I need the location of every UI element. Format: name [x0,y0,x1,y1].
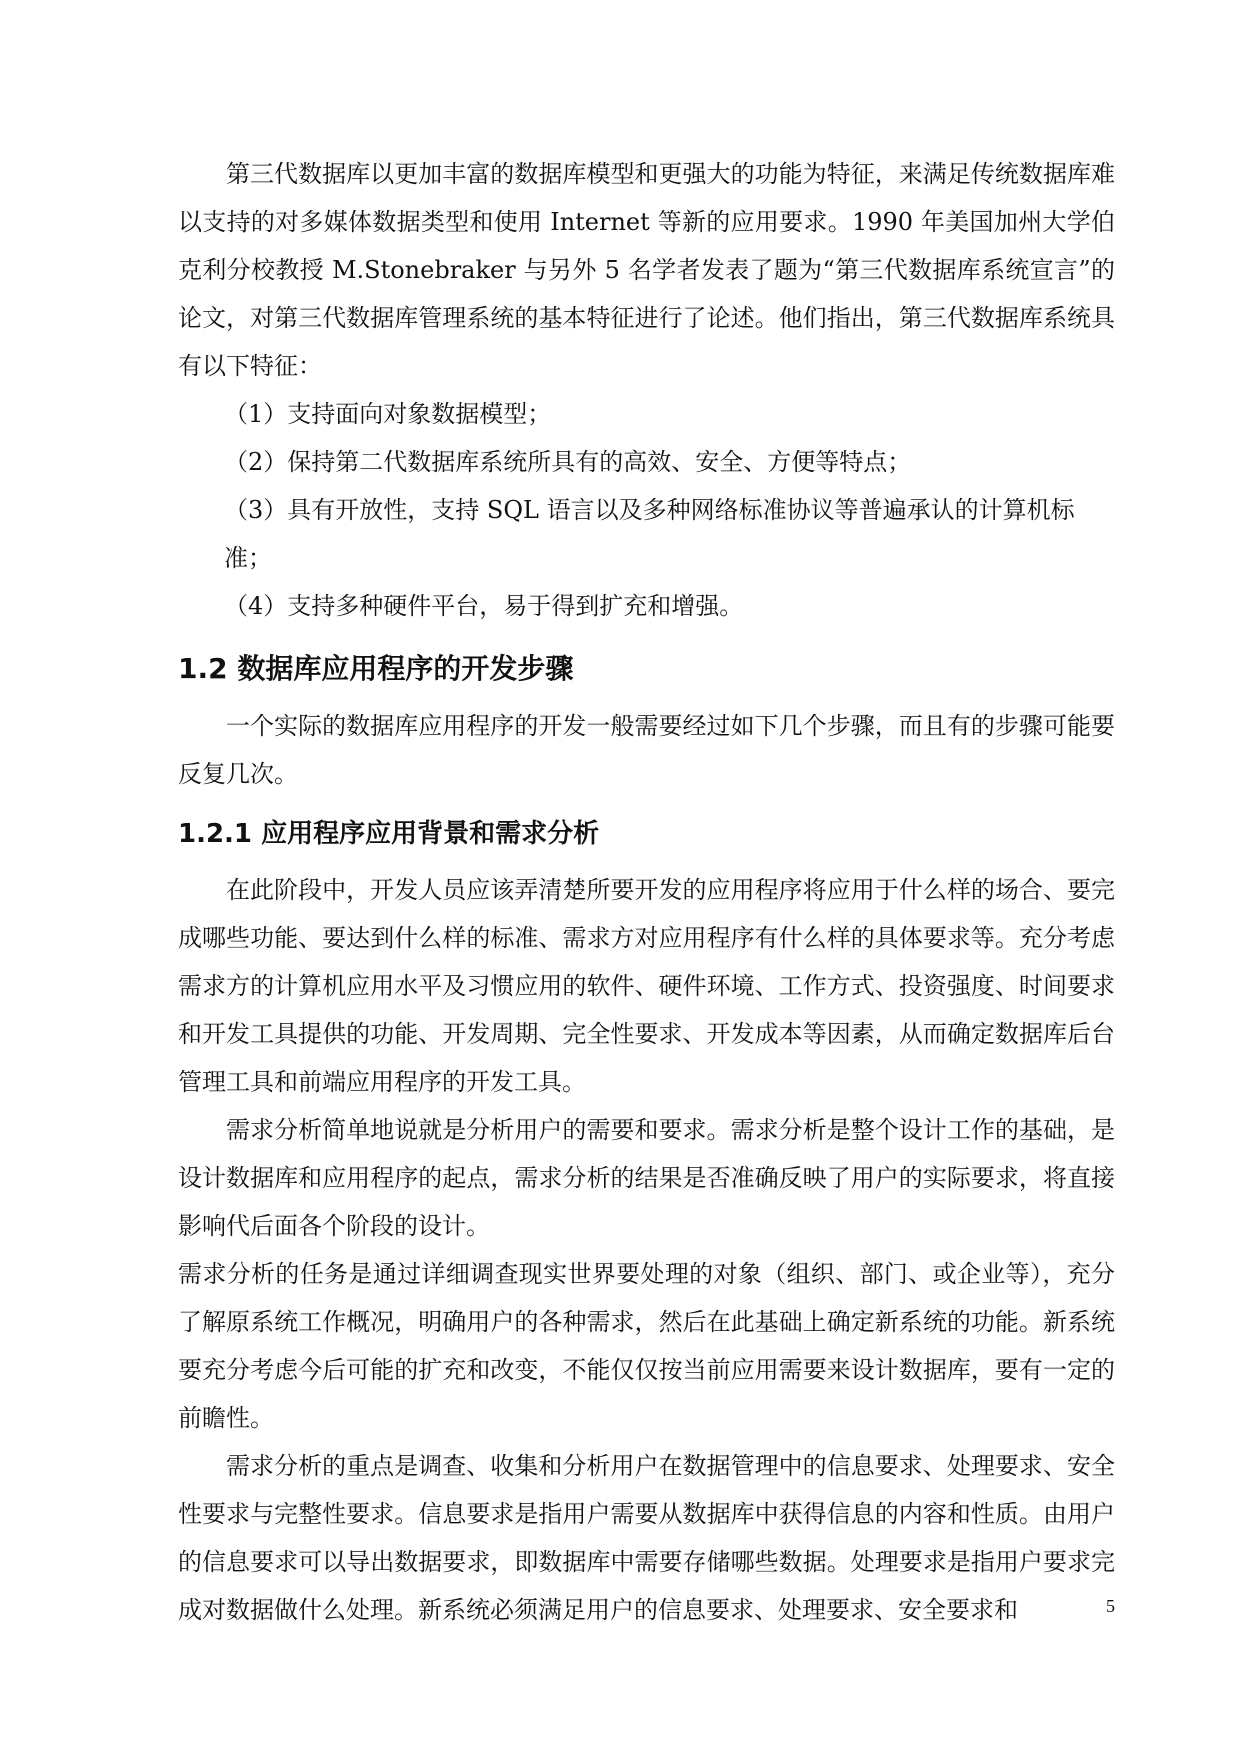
feature-item-1: （1）支持面向对象数据模型； [224,400,552,428]
feature-item-2: （2）保持第二代数据库系统所具有的高效、安全、方便等特点； [224,448,912,476]
requirements-paragraph-4: 需求分析的重点是调查、收集和分析用户在数据管理中的信息要求、处理要求、安全性要求与完整性要求。信息要求是指用户需要从数据库中获得信息的内容和性质。由用户的信息要求可以导出数据要求，即数据库中需要存储哪些数据。处理要求是指用户要求完成对数据做什么处理。新系统必须满足用户的信息要求、处理要求、安全要求和 [178,1452,1115,1624]
intro-paragraph: 第三代数据库以更加丰富的数据库模型和更强大的功能为特征，来满足传统数据库难以支持的对多媒体数据类型和使用 Internet 等新的应用要求。1990 年美国加州大学伯克利分校教授 M.Stonebraker 与另外 5 名学者发表了题为“第三代数据库系统宣言”的论文，对第三代数据库管理系统的基本特征进行了论述。他们指出，第三代数据库系统具有以下特征： [178,160,1115,380]
feature-item-4: （4）支持多种硬件平台，易于得到扩充和增强。 [224,592,744,620]
requirements-paragraph-2: 需求分析简单地说就是分析用户的需要和要求。需求分析是整个设计工作的基础，是设计数据库和应用程序的起点，需求分析的结果是否准确反映了用户的实际要求，将直接影响代后面各个阶段的设计。 [178,1116,1115,1240]
page-number: 5 [1106,1596,1115,1616]
requirements-paragraph-1: 在此阶段中，开发人员应该弄清楚所要开发的应用程序将应用于什么样的场合、要完成哪些功能、要达到什么样的标准、需求方对应用程序有什么样的具体要求等。充分考虑需求方的计算机应用水平及习惯应用的软件、硬件环境、工作方式、投资强度、时间要求和开发工具提供的功能、开发周期、完全性要求、开发成本等因素，从而确定数据库后台管理工具和前端应用程序的开发工具。 [178,876,1115,1096]
requirements-paragraph-3: 需求分析的任务是通过详细调查现实世界要处理的对象（组织、部门、或企业等），充分了解原系统工作概况，明确用户的各种需求，然后在此基础上确定新系统的功能。新系统要充分考虑今后可能的扩充和改变，不能仅仅按当前应用需要来设计数据库，要有一定的前瞻性。 [178,1260,1115,1432]
section-heading-1-2: 1.2 数据库应用程序的开发步骤 [178,652,574,685]
section-heading-1-2-1: 1.2.1 应用程序应用背景和需求分析 [178,819,600,849]
document-page [178,150,1115,1634]
section-1-2-paragraph: 一个实际的数据库应用程序的开发一般需要经过如下几个步骤，而且有的步骤可能要反复几次。 [178,712,1115,788]
feature-item-3: （3）具有开放性，支持 SQL 语言以及多种网络标准协议等普遍承认的计算机标准； [224,496,1075,572]
